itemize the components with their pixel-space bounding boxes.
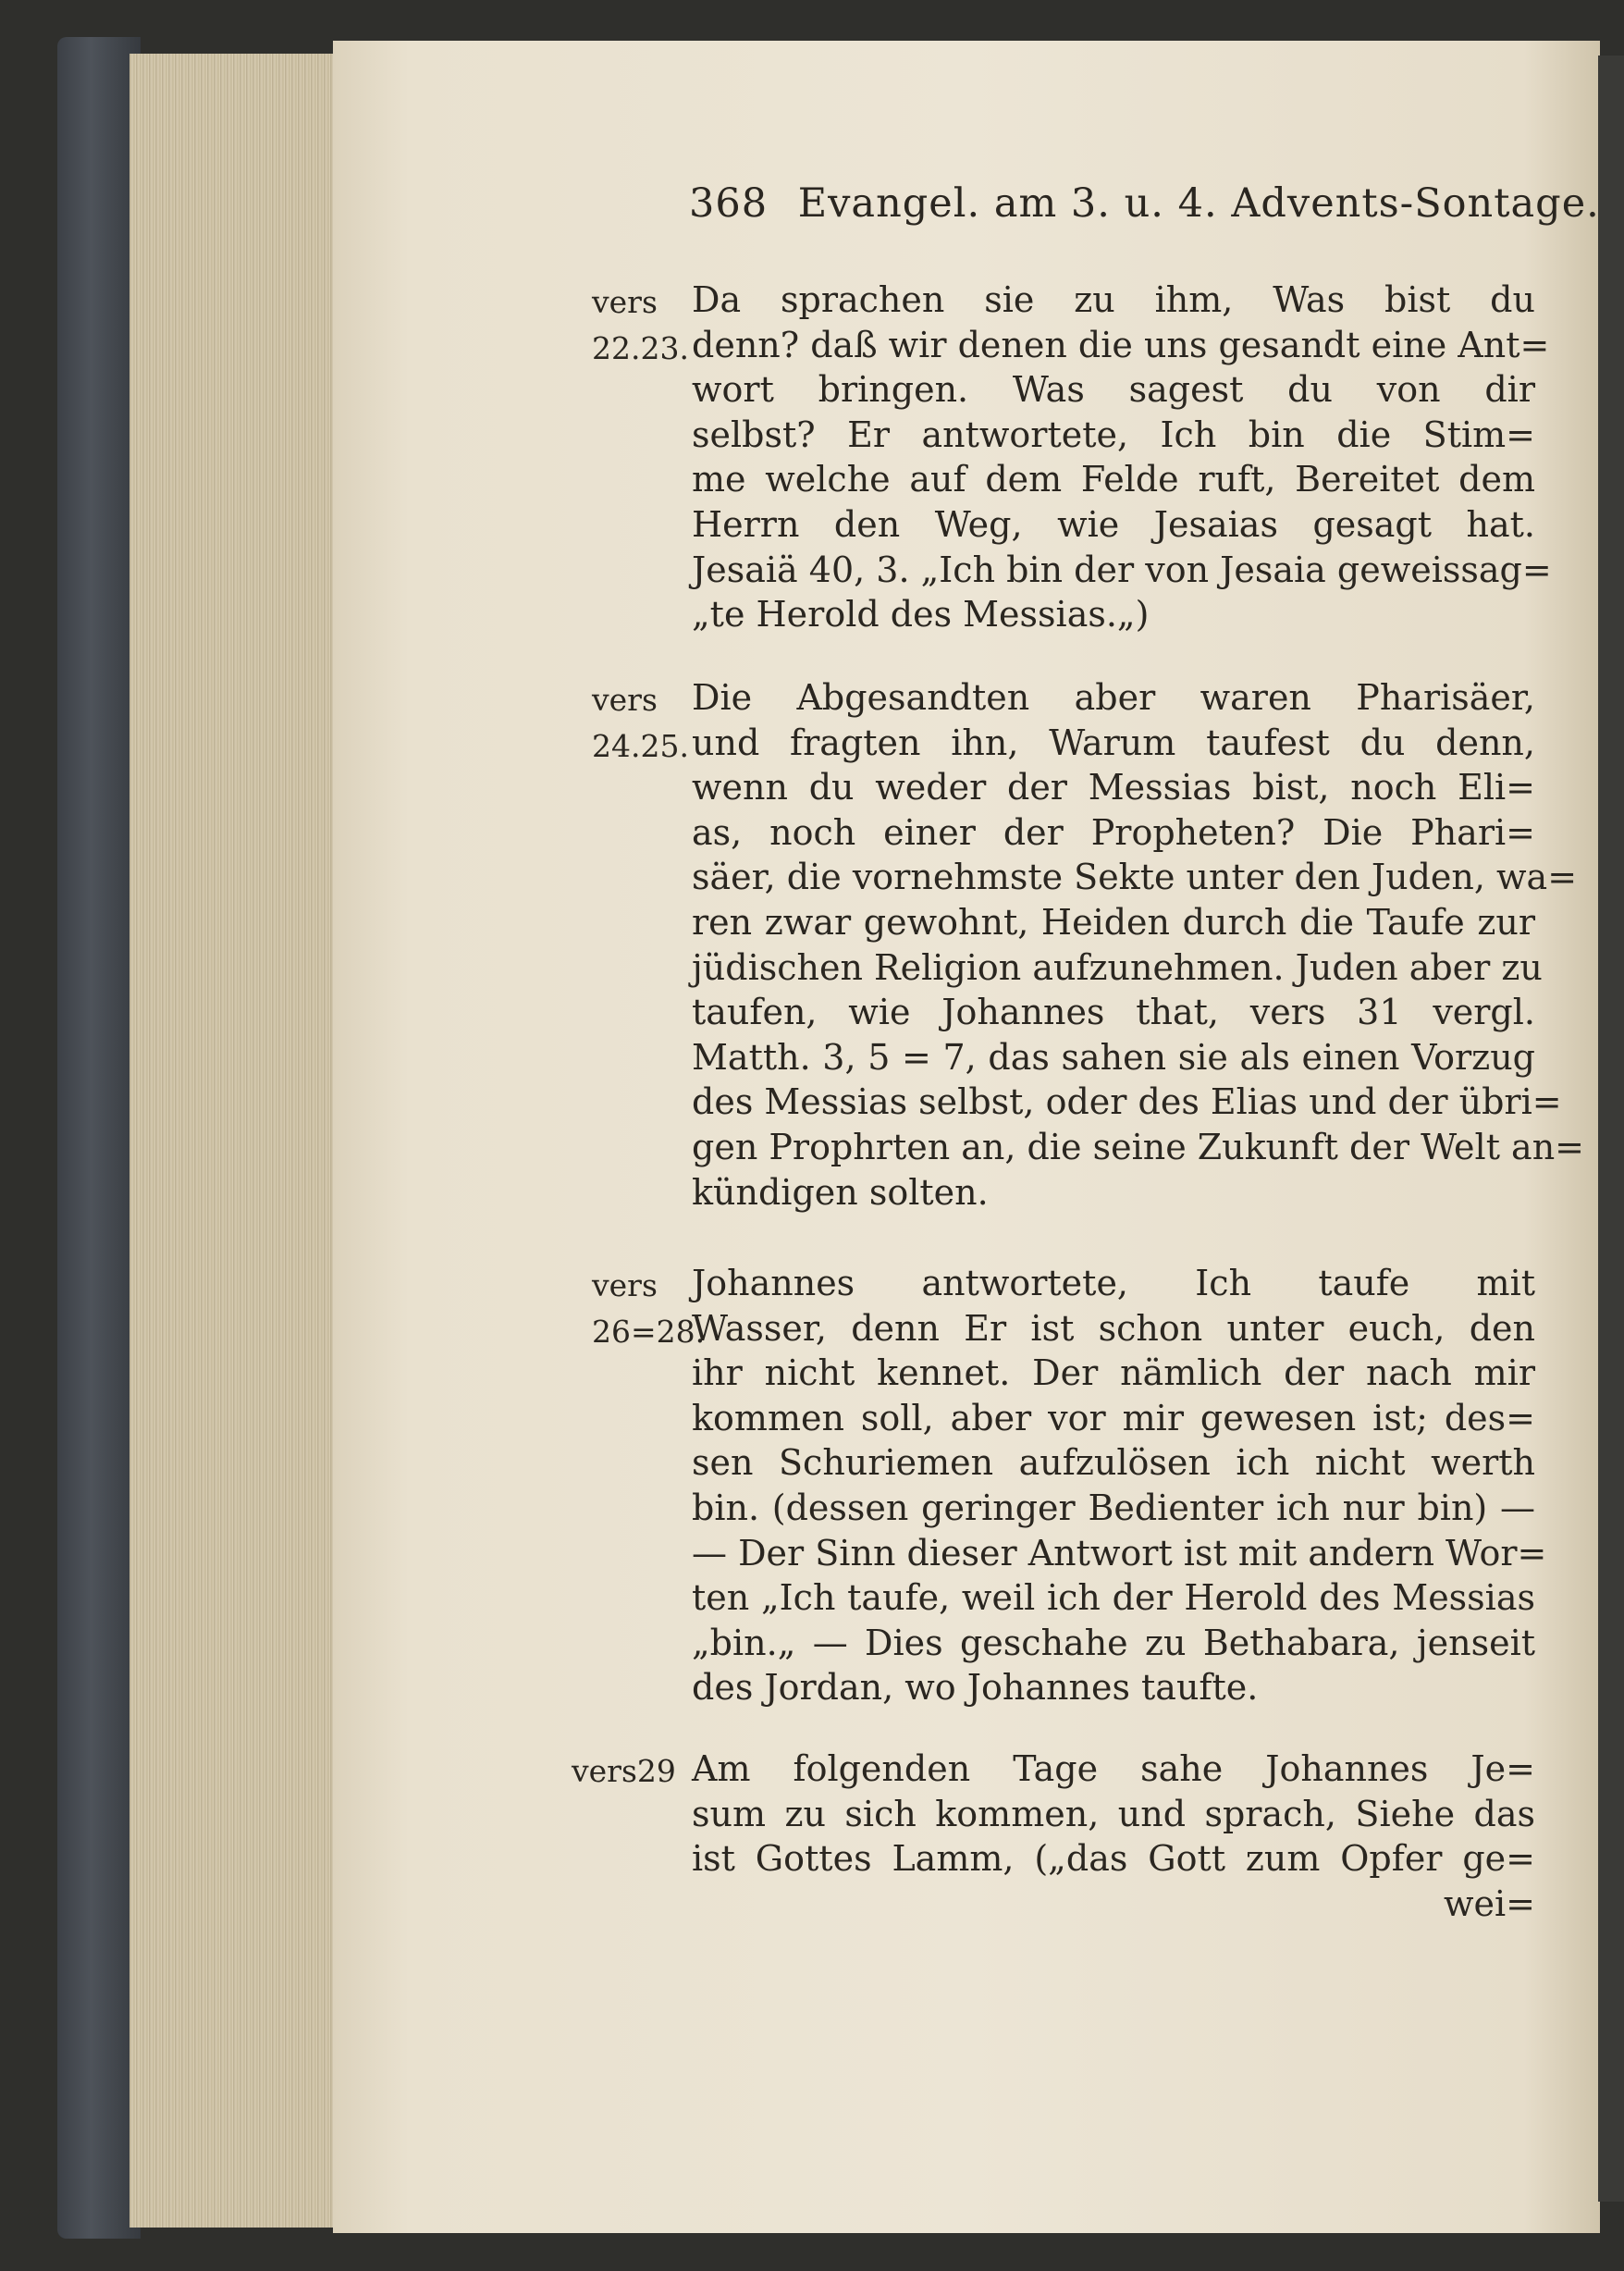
text-line: kündigen solten.	[692, 1171, 989, 1213]
text-line: wort bringen. Was sagest du von dir	[692, 369, 1535, 411]
text-line: des Messias selbst, oder des Elias und der übri=	[692, 1081, 1562, 1123]
verse-reference	[592, 677, 689, 770]
text-line: — Der Sinn dieser Antwort ist mit andern Wor=	[692, 1532, 1547, 1574]
text-line: selbst? Er antwortete, Ich bin die Stim=	[692, 413, 1535, 455]
text-line: Die Abgesandten aber waren Pharisäer,	[692, 677, 1535, 718]
page-edges	[129, 54, 347, 2228]
text-line: säer, die vornehmste Sekte unter den Juden, wa=	[692, 857, 1578, 898]
text-line: gen Prophrten an, die seine Zukunft der Welt an=	[692, 1126, 1585, 1167]
verse-numbers: 24.25.	[592, 728, 689, 764]
text-line: kommen soll, aber vor mir gewesen ist; des=	[692, 1397, 1535, 1438]
text-line: Am folgenden Tage sahe Johannes Je=	[692, 1748, 1535, 1789]
book-cover	[57, 37, 141, 2239]
text-line: Wasser, denn Er ist schon unter euch, den	[692, 1307, 1535, 1349]
text-line: Johannes antwortete, Ich taufe mit	[692, 1263, 1535, 1303]
text-line: taufen, wie Johannes that, vers 31 vergl.	[692, 992, 1535, 1033]
text-line: me welche auf dem Felde ruft, Bereitet dem	[692, 459, 1535, 500]
text-line: des Jordan, wo Johannes taufte.	[692, 1667, 1259, 1709]
text-line: Herrn den Weg, wie Jesaias gesagt hat.	[692, 503, 1535, 545]
verse-label: vers	[592, 682, 658, 718]
facing-page-edge	[1598, 56, 1624, 2202]
text-line: „te Herold des Messias.„)	[692, 594, 1150, 636]
verse-label: vers	[592, 1267, 658, 1303]
text-line: Da sprachen sie zu ihm, Was bist du	[692, 279, 1535, 320]
verse-reference	[592, 279, 689, 372]
text-line: jüdischen Religion aufzunehmen. Juden aber zu	[692, 946, 1543, 988]
text-line: as, noch einer der Propheten? Die Phari=	[692, 811, 1535, 853]
text-line: Jesaiä 40, 3. „Ich bin der von Jesaia geweissag=	[692, 549, 1552, 590]
verse-label: vers29	[572, 1753, 676, 1789]
verse-numbers: 26=28.	[592, 1314, 706, 1350]
verse-reference	[572, 1748, 676, 1795]
verse-label: vers	[592, 284, 658, 320]
catchword: wei=	[1443, 1882, 1535, 1924]
text-line: ren zwar gewohnt, Heiden durch die Taufe zur	[692, 901, 1535, 943]
text-line: „bin.„ — Dies geschahe zu Bethabara, jenseit	[692, 1622, 1535, 1663]
text-line: ist Gottes Lamm, („das Gott zum Opfer ge=	[692, 1838, 1535, 1880]
text-line: ihr nicht kennet. Der nämlich der nach mir	[692, 1352, 1535, 1394]
text-line: sum zu sich kommen, und sprach, Siehe das	[692, 1793, 1535, 1834]
page-header	[689, 180, 1600, 227]
page-number: 368	[689, 180, 769, 227]
verse-text	[692, 278, 1552, 637]
verse-numbers: 22.23.	[592, 330, 689, 366]
text-line: und fragten ihn, Warum taufest du denn,	[692, 722, 1535, 763]
text-line: sen Schuriemen aufzulösen ich nicht werth	[692, 1442, 1535, 1484]
verse-text	[692, 1261, 1547, 1710]
text-line: bin. (dessen geringer Bedienter ich nur bin) —	[692, 1487, 1535, 1528]
text-line: wenn du weder der Messias bist, noch Eli=	[692, 767, 1535, 808]
text-line: ten „Ich taufe, weil ich der Herold des Messias	[692, 1577, 1535, 1619]
running-title: Evangel. am 3. u. 4. Advents-Sontage.	[797, 180, 1600, 227]
verse-reference	[592, 1263, 706, 1355]
text-line: Matth. 3, 5 = 7, das sahen sie als einen Vorzug	[692, 1036, 1535, 1078]
verse-text	[692, 675, 1585, 1215]
text-line: denn? daß wir denen die uns gesandt eine Ant=	[692, 324, 1550, 365]
verse-text	[692, 1746, 1535, 1926]
